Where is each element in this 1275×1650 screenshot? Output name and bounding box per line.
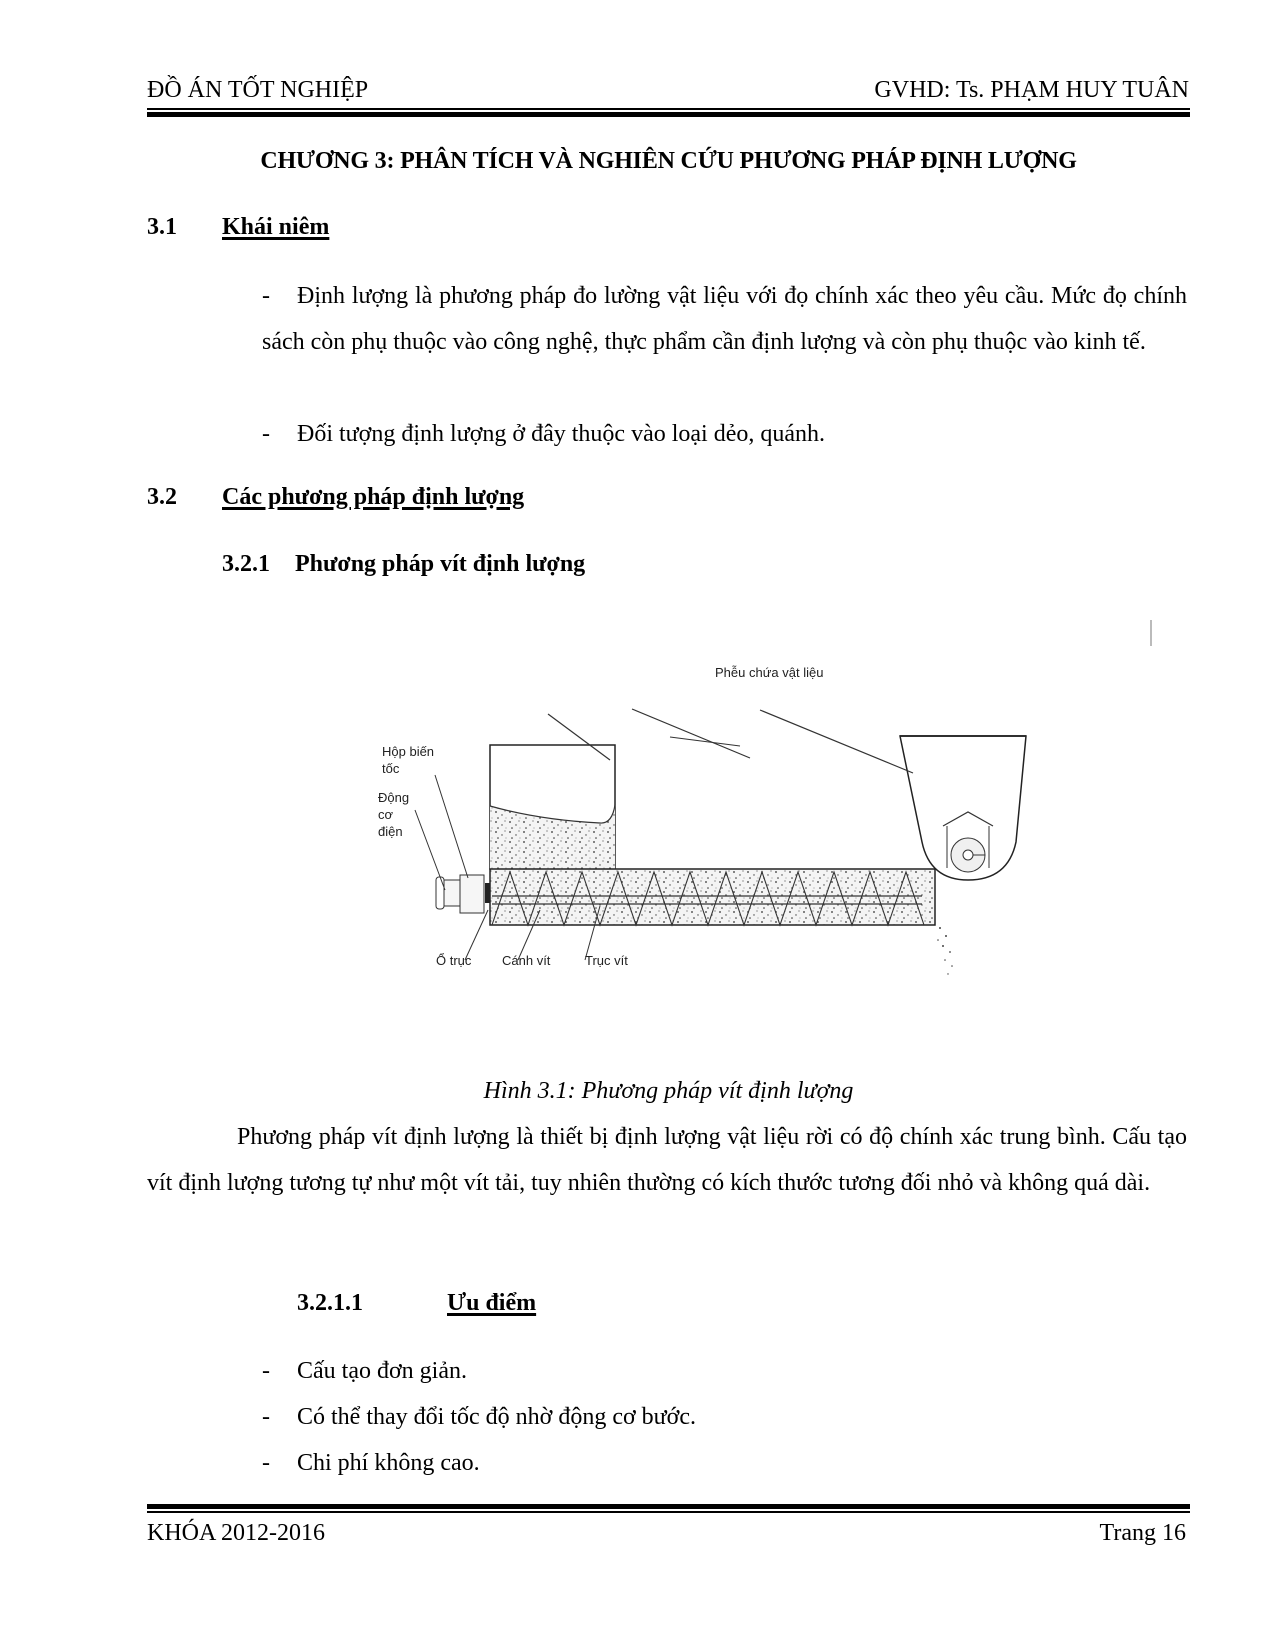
label-motor-3: điện [378,824,403,839]
section-number: 3.1 [147,214,177,240]
scan-mark [1150,620,1152,646]
bullet-text: Chi phí không cao. [297,1450,480,1476]
label-gearbox: Hộp biến [382,744,435,759]
label-blade: Cánh vít [502,953,551,968]
section-title: Các phương pháp định lượng [222,484,525,510]
footer-course: KHÓA 2012-2016 [147,1520,325,1546]
label-motor: Động [378,790,410,805]
section-title: Phương pháp vít định lượng [295,551,586,577]
header-rule-thick [147,112,1190,117]
bullet-text: Có thể thay đổi tốc độ nhờ động cơ bước. [297,1404,697,1430]
bullet-item [262,1440,1187,1486]
label-motor-2: cơ [378,807,394,822]
body-paragraph: Phương pháp vít định lượng là thiết bị định lượng vật liệu rời có độ chính xác trung bình. Cấu tạo vít định lượng tương tự như một vít tải, tuy nhiên thường có kích thước tương đối nhỏ và không quá dài. [147,1124,1187,1196]
bullet-dash: - [262,421,270,447]
bullet-item [262,411,1187,457]
bullet-text: Cấu tạo đơn giản. [297,1358,467,1384]
section-title: Ưu điểm [447,1290,537,1316]
section-number: 3.2.1 [222,551,270,577]
bullet-text: Đối tượng định lượng ở đây thuộc vào loại dẻo, quánh. [297,421,826,447]
figure-caption: Hình 3.1: Phương pháp vít định lượng [483,1078,854,1104]
bullet-dash: - [262,1358,270,1384]
header-rule-thin [147,108,1190,110]
bullet-item [262,273,1187,365]
label-gearbox-2: tốc [382,761,400,776]
bullet-text: Định lượng là phương pháp đo lường vật liệu với đọ chính xác theo yêu cầu. Mức đọ chính sách còn phụ thuộc vào công nghệ, thực phẩm cần định lượng và còn phụ thuộc vào kinh tế. [262,283,1187,355]
section-3-2-1-heading [222,551,922,581]
section-title: Khái niêm [222,214,330,240]
page-number: Trang 16 [1099,1520,1186,1546]
section-number: 3.2.1.1 [297,1290,363,1316]
bullet-item [262,1348,1187,1394]
header-advisor: GVHD: Ts. PHẠM HUY TUÂN [874,77,1189,103]
figure-screw-feeder [340,610,1160,990]
header-left-title: ĐỒ ÁN TỐT NGHIỆP [147,77,369,103]
section-3-2-heading [147,484,847,514]
chapter-title: CHƯƠNG 3: PHÂN TÍCH VÀ NGHIÊN CỨU PHƯƠNG PHÁP ĐỊNH LƯỢNG [260,148,1077,174]
footer-rule-thick [147,1504,1190,1509]
label-shaft: Trục vít [585,953,628,968]
bullet-dash: - [262,1450,270,1476]
bullet-item [262,1394,1187,1440]
label-hopper: Phễu chứa vật liệu [715,665,824,680]
footer-rule-thin [147,1511,1190,1513]
section-number: 3.2 [147,484,177,510]
bullet-dash: - [262,1404,270,1430]
section-3-2-1-1-heading [297,1290,797,1320]
bullet-dash: - [262,283,270,309]
label-bearing: Ổ trục [436,953,472,968]
section-3-1-heading [147,214,747,244]
